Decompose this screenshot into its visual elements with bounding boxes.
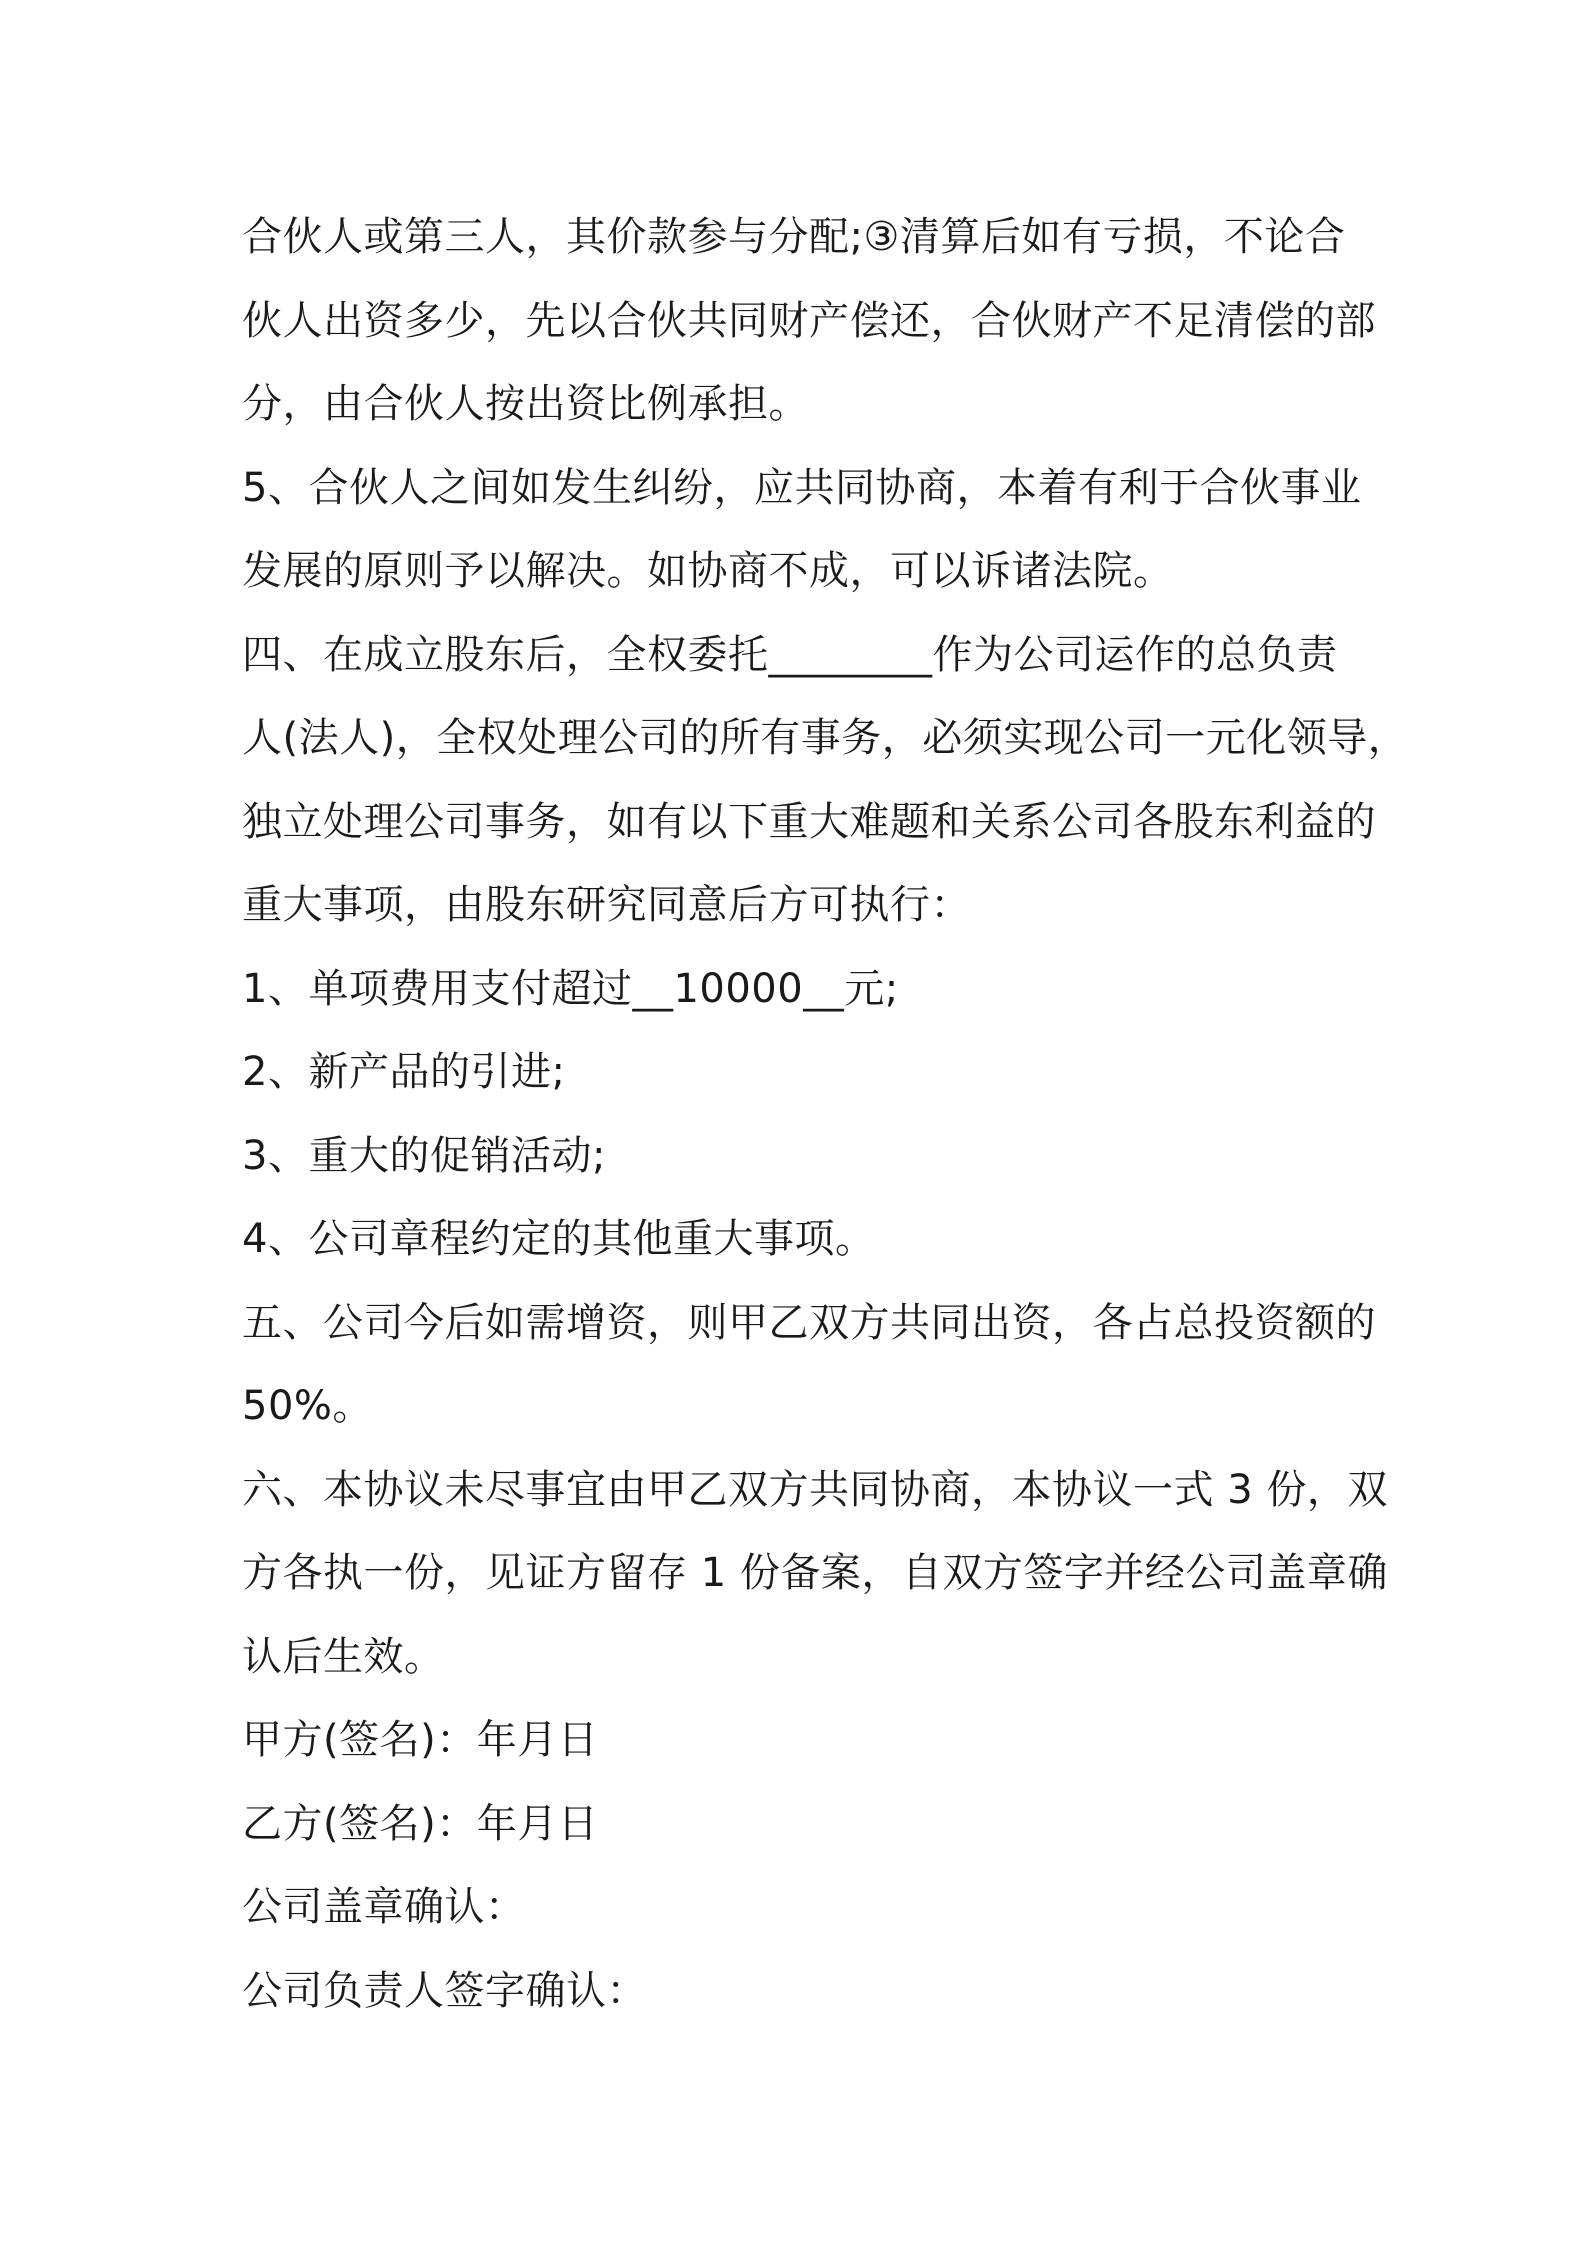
text-line: 方各执一份，见证方留存 1 份备案，自双方签字并经公司盖章确 — [242, 1550, 1388, 1596]
text-line: 分，由合伙人按出资比例承担。 — [242, 381, 809, 427]
text-line: 四、在成立股东后，全权委托________作为公司运作的总负责 — [242, 631, 1338, 678]
text-line: 六、本协议未尽事宜由甲乙双方共同协商，本协议一式 3 份，双 — [242, 1466, 1388, 1513]
text-line: 认后生效。 — [242, 1633, 445, 1680]
text-line: 1、单项费用支付超过__10000__元; — [242, 965, 899, 1012]
signature-line-party-a: 甲方(签名)：年月日 — [242, 1717, 599, 1763]
text-line: 独立处理公司事务，如有以下重大难题和关系公司各股东利益的 — [242, 798, 1376, 845]
text-line: 人(法人)，全权处理公司的所有事务，必须实现公司一元化领导， — [242, 715, 1409, 761]
text-line: 2、新产品的引进; — [242, 1049, 566, 1095]
text-line: 伙人出资多少，先以合伙共同财产偿还，合伙财产不足清偿的部 — [242, 297, 1376, 344]
text-line: 合伙人或第三人，其价款参与分配;③清算后如有亏损，不论合 — [242, 214, 1346, 260]
text-line: 重大事项，由股东研究同意后方可执行： — [242, 882, 971, 928]
text-line: 4、公司章程约定的其他重大事项。 — [242, 1216, 876, 1262]
document-body — [242, 196, 1409, 2033]
text-line: 3、重大的促销活动; — [242, 1132, 606, 1179]
company-head-signature-line: 公司负责人签字确认： — [242, 1967, 647, 2014]
text-line: 5、合伙人之间如发生纠纷，应共同协商，本着有利于合伙事业 — [242, 464, 1362, 511]
text-line: 五、公司今后如需增资，则甲乙双方共同出资，各占总投资额的 — [242, 1299, 1376, 1346]
company-seal-line: 公司盖章确认： — [242, 1884, 526, 1930]
text-line: 50%。 — [242, 1383, 373, 1429]
signature-line-party-b: 乙方(签名)：年月日 — [242, 1800, 599, 1847]
text-line: 发展的原则予以解决。如协商不成，可以诉诸法院。 — [242, 548, 1174, 594]
